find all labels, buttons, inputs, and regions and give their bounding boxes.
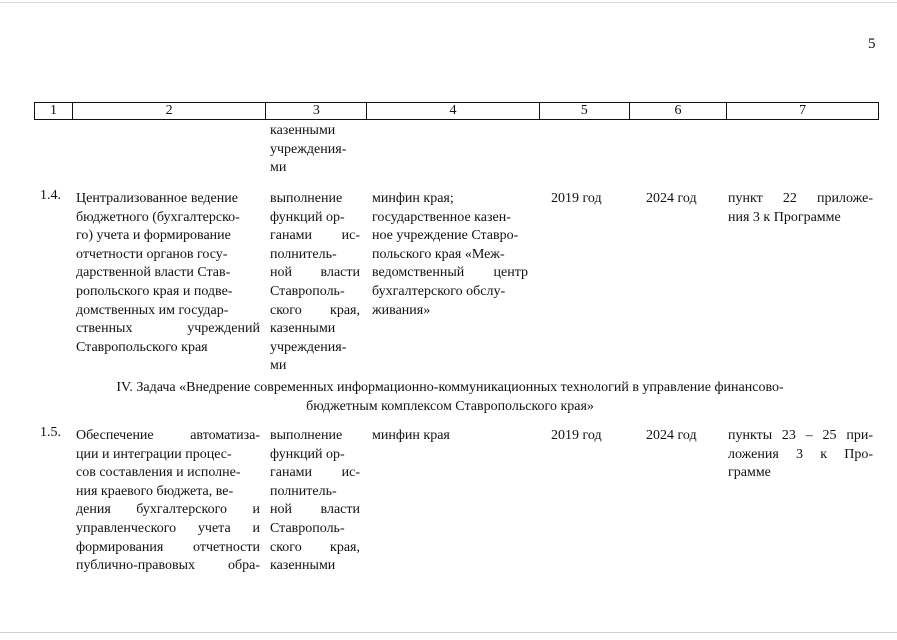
row-1-5-reference: пункты 23 – 25 при- ложения 3 к Про- грамме: [728, 428, 873, 481]
row-1-4-measure: Централизованное ведение бюджетного (бухгалтерско- го) учета и формирование отчетности органов госу- дарственной власти Став- ропольского края и подве- домственных им государ- ственных учреждений Ставропольского края: [76, 191, 260, 355]
page-number: 5: [868, 36, 876, 52]
column-number-3: 3: [266, 103, 367, 119]
section-iv-heading: [60, 378, 840, 416]
section-iv-heading-line-2: бюджетным комплексом Ставропольского края»: [306, 399, 594, 414]
section-iv-heading-line-1: IV. Задача «Внедрение современных информационно-коммуникационных технологий в управление финансово-: [116, 380, 784, 395]
row-1-5-responsible: минфин края: [372, 428, 450, 443]
column-number-6: 6: [630, 103, 728, 119]
column-number-4: 4: [367, 103, 540, 119]
row-1-4-executor: выполнение функций ор- ганами ис- полнитель- ной власти Ставрополь- ского края, казенными учреждения- ми: [270, 191, 360, 374]
row-1-5-end-year: 2024 год: [646, 428, 697, 443]
row-1-4-start-year: 2019 год: [551, 191, 602, 206]
row-1-5-measure: Обеспечение автоматиза- ции и интеграции процес- сов составления и исполне- ния краевого бюджета, ве- дения бухгалтерского и управленческого учета и формирования отчетности публично-правовых обра-: [76, 428, 260, 574]
column-number-7: 7: [799, 103, 807, 118]
row-1-4-end-year: 2024 год: [646, 191, 697, 206]
row-1-5-start-year: 2019 год: [551, 428, 602, 443]
continuation-executor-cell: казенными учреждения- ми: [270, 123, 347, 176]
top-scan-edge: [0, 2, 897, 3]
table-column-header-row: [34, 102, 879, 120]
row-1-4-responsible: минфин края; государственное казен- ное учреждение Ставро- польского края «Меж- ведомственный центр бухгалтерского обслу- живания»: [372, 191, 528, 318]
row-1-5-number: 1.5.: [40, 425, 61, 440]
column-number-2: 2: [73, 103, 267, 119]
column-number-1: 1: [35, 103, 73, 119]
row-1-5-executor: выполнение функций ор- ганами ис- полнитель- ной власти Ставрополь- ского края, казенными: [270, 428, 360, 574]
column-number-5: 5: [540, 103, 630, 119]
row-1-4-number: 1.4.: [40, 188, 61, 203]
row-1-4-reference: пункт 22 приложе- ния 3 к Программе: [728, 191, 873, 225]
bottom-scan-edge: [0, 632, 897, 633]
